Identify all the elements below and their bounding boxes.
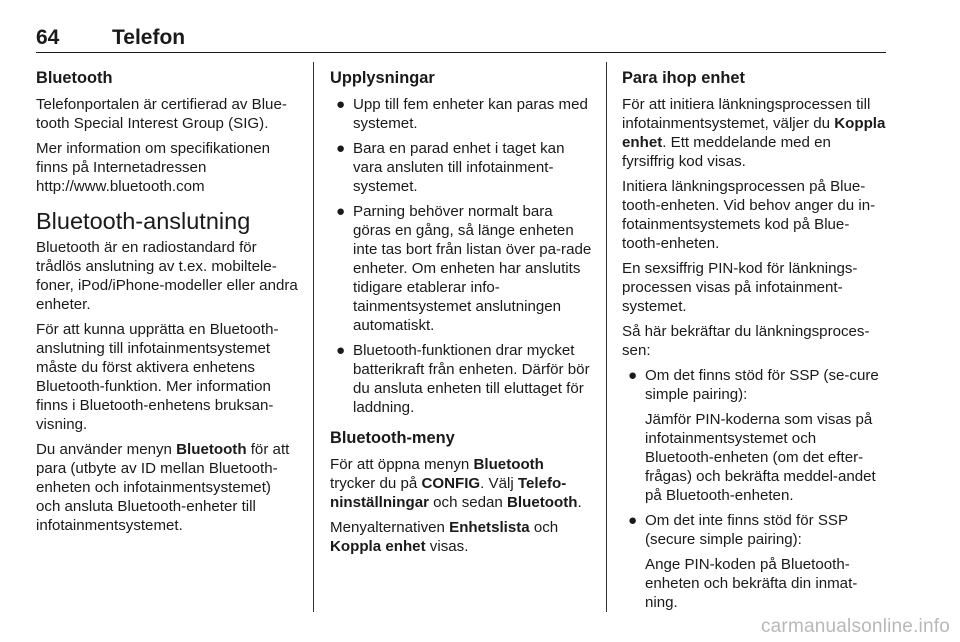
bullet-icon: ● <box>628 512 638 529</box>
list-item-subtext: Ange PIN-koden på Bluetooth-enheten och bekräfta din inmat-ning. <box>645 556 858 611</box>
paragraph-menu-options <box>330 518 592 556</box>
paragraph-radio-standard: Bluetooth är en radiostandard för trådlös anslutning av t.ex. mobiltele-foner, iPod/iPhone-modeller eller andra enheter. <box>36 239 298 313</box>
list-item <box>330 341 592 417</box>
text: För att öppna menyn <box>330 456 474 473</box>
list-item-subtext: Jämför PIN-koderna som visas på infotainmentsystemet och Bluetooth-enheten (om det efter-frågas) och bekräfta meddel-andet på Bluetooth-enheten. <box>645 411 876 504</box>
text: och <box>529 519 559 536</box>
text: visas. <box>425 538 469 555</box>
list-item <box>330 95 592 133</box>
page-header <box>36 26 886 52</box>
menu-name-bluetooth: Bluetooth <box>507 494 578 511</box>
bullet-icon: ● <box>628 367 638 384</box>
bullet-icon: ● <box>336 96 346 113</box>
list-item-text: Om det inte finns stöd för SSP (secure simple pairing): <box>645 512 848 548</box>
heading-para-ihop-enhet: Para ihop enhet <box>622 69 745 87</box>
watermark: carmanualsonline.info <box>760 616 950 637</box>
bullet-icon: ● <box>336 203 346 220</box>
menu-name-koppla-enhet: Koppla enhet <box>622 115 886 151</box>
text: . Ett meddelande med en fyrsiffrig kod visas. <box>622 134 831 170</box>
paragraph-certification: Telefonportalen är certifierad av Blue-tooth Special Interest Group (SIG). <box>36 96 287 132</box>
page-title: Telefon <box>112 26 186 49</box>
column-divider-2 <box>606 62 607 612</box>
list-item <box>330 139 592 196</box>
list-item-text: Bara en parad enhet i taget kan vara ansluten till infotainment-systemet. <box>353 140 565 195</box>
paragraph-open-menu <box>330 455 592 512</box>
text: trycker du på <box>330 475 422 492</box>
menu-name-bluetooth: Bluetooth <box>473 456 544 473</box>
paragraph-pin-shown: En sexsiffrig PIN-kod för länknings-processen visas på infotainment-systemet. <box>622 260 858 315</box>
heading-bluetooth-meny: Bluetooth-meny <box>330 429 455 447</box>
info-list <box>330 95 592 417</box>
list-item-text: Parning behöver normalt bara göras en gång, så länge enheten inte tas bort från listan över pa-rade enheter. Om enheten har anslutits tidigare etablerar info-tainmentsystemet anslutningen automatiskt. <box>353 203 592 334</box>
text: För att initiera länkningsprocessen till infotainmentsystemet, väljer du <box>622 96 871 132</box>
text: för att para (utbyte av ID mellan Bluetooth-enheten och infotainmentsystemet) och ansluta Bluetooth-enheter till infotainmentsystemet. <box>36 441 290 534</box>
list-item-text: Bluetooth-funktionen drar mycket batterikraft från enheten. Därför bör du ansluta enheten till eluttaget för laddning. <box>353 342 590 416</box>
bullet-icon: ● <box>336 140 346 157</box>
pairing-list <box>622 366 886 612</box>
button-name-config: CONFIG <box>421 475 481 492</box>
menu-name-telefoninstallningar: Telefo-ninställningar <box>330 475 567 511</box>
menu-name-bluetooth: Bluetooth <box>176 441 247 458</box>
menu-name-koppla-enhet: Koppla enhet <box>330 538 426 555</box>
heading-upplysningar: Upplysningar <box>330 69 435 87</box>
column-3 <box>622 62 886 618</box>
list-item-text: Om det finns stöd för SSP (se-cure simple pairing): <box>645 367 879 403</box>
paragraph-initiate-device: Initiera länkningsprocessen på Blue-tooth-enheten. Vid behov anger du in-fotainmentsystemets kod på Blue-tooth-enheten. <box>622 178 876 252</box>
heading-bluetooth: Bluetooth <box>36 69 113 87</box>
column-1 <box>36 62 298 541</box>
column-2 <box>330 62 592 562</box>
bullet-icon: ● <box>336 342 346 359</box>
text: . <box>577 494 582 511</box>
list-item-text: Upp till fem enheter kan paras med systemet. <box>353 96 588 132</box>
paragraph-initiate <box>622 95 886 171</box>
text: Du använder menyn <box>36 441 177 458</box>
header-rule <box>36 52 886 53</box>
heading-bluetooth-anslutning: Bluetooth-anslutning <box>36 208 251 234</box>
text: och sedan <box>428 494 508 511</box>
paragraph-activate: För att kunna upprätta en Bluetooth-anslutning till infotainmentsystemet måste du först aktivera enhetens Bluetooth-funktion. Mer information finns i Bluetooth-enhetens bruksan-visning. <box>36 321 279 433</box>
page-number: 64 <box>36 26 60 49</box>
paragraph-confirm: Så här bekräftar du länkningsproces-sen: <box>622 323 870 359</box>
menu-name-enhetslista: Enhetslista <box>449 519 530 536</box>
text: Menyalternativen <box>330 519 450 536</box>
list-item <box>622 366 886 505</box>
column-divider-1 <box>313 62 314 612</box>
list-item <box>622 511 886 612</box>
paragraph-menu-usage <box>36 440 298 535</box>
text: . Välj <box>480 475 518 492</box>
list-item <box>330 202 592 335</box>
paragraph-more-info: Mer information om specifikationen finns på Internetadressen http://www.bluetooth.com <box>36 140 271 195</box>
